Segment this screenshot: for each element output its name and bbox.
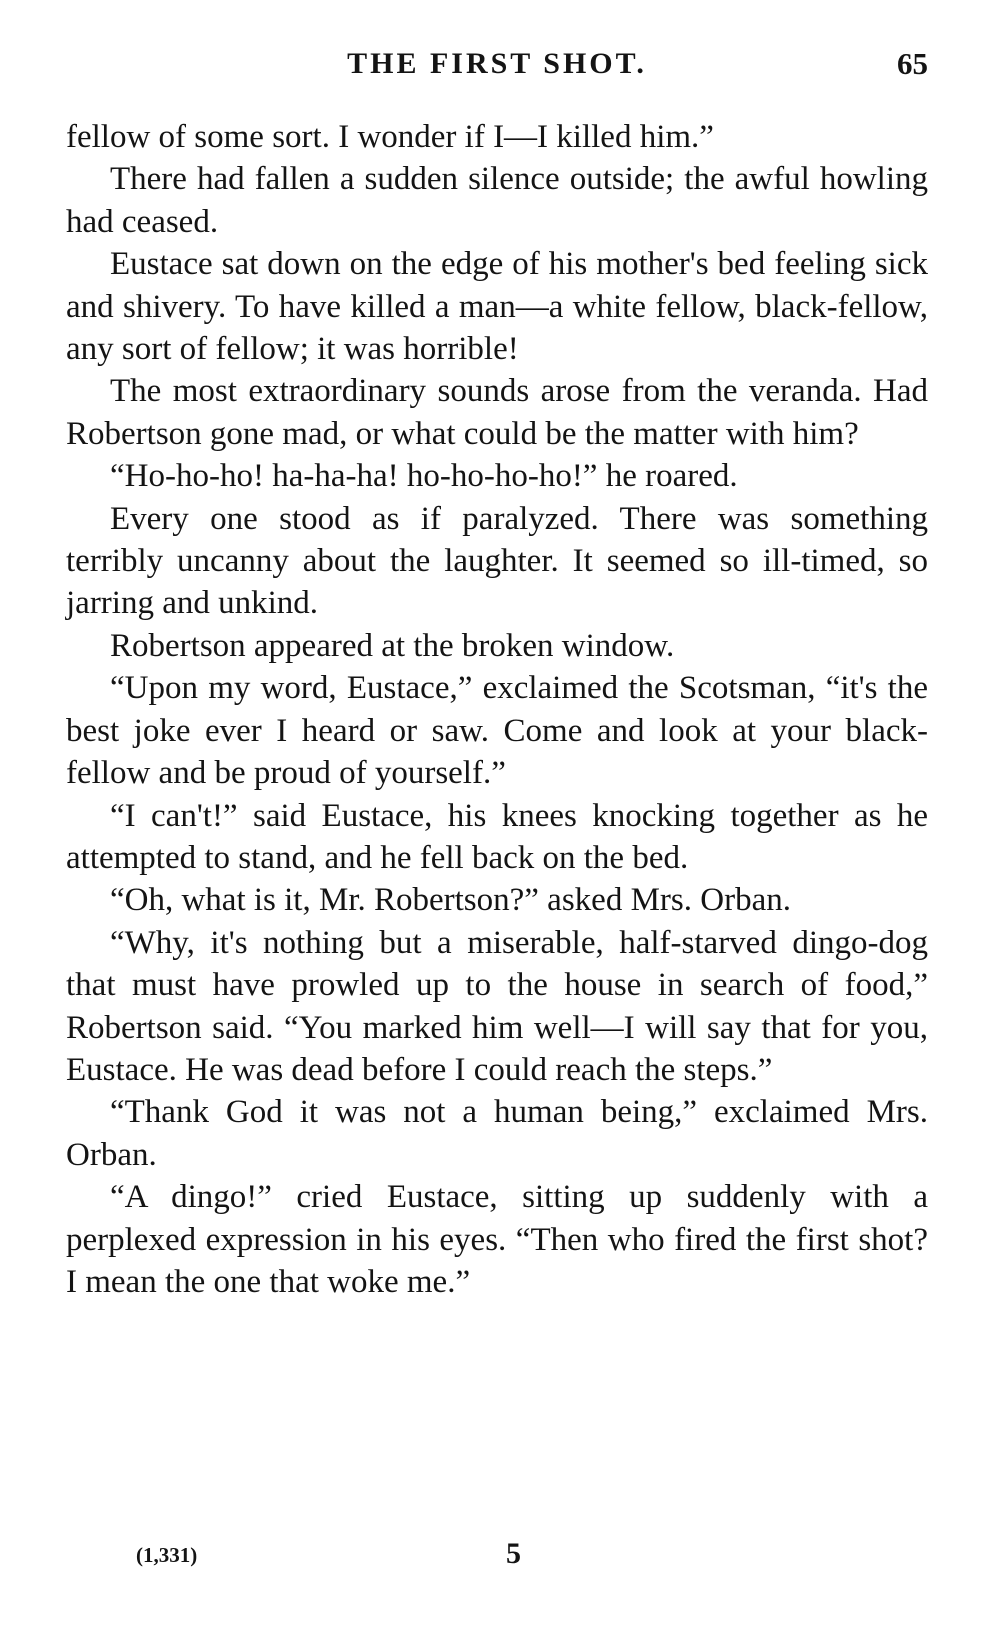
paragraph: “I can't!” said Eustace, his knees knocking together as he attempted to stand, and he fell back on the bed. xyxy=(66,797,928,876)
paragraph: “Thank God it was not a human being,” exclaimed Mrs. Orban. xyxy=(66,1094,928,1173)
printer-signature-mark: (1,331) xyxy=(136,1543,198,1567)
paragraph: “Why, it's nothing but a miserable, half-starved dingo-dog that must have prowled up to the house in search of food,” Robertson said. “You marked him well—I will say that for you, Eustace. He was dead before I could reach the steps.” xyxy=(66,924,928,1088)
paragraph: The most extraordinary sounds arose from the veranda. Had Robertson gone mad, or what could be the matter with him? xyxy=(66,373,928,452)
body-text xyxy=(66,116,928,1303)
page-header xyxy=(66,42,928,86)
paragraph: Every one stood as if paralyzed. There was something terribly uncanny about the laughter. It seemed so ill-timed, so jarring and unkind. xyxy=(66,500,928,622)
running-title: THE FIRST SHOT. xyxy=(347,47,647,80)
paragraph: Eustace sat down on the edge of his mother's bed feeling sick and shivery. To have killed a man—a white fellow, black-fellow, any sort of fellow; it was horrible! xyxy=(66,246,928,368)
signature-number: 5 xyxy=(506,1537,521,1570)
paragraph: “Upon my word, Eustace,” exclaimed the Scotsman, “it's the best joke ever I heard or saw. Come and look at your black-fellow and be proud of yourself.” xyxy=(66,670,928,792)
page-footer xyxy=(66,1534,928,1574)
paragraph: “Ho-ho-ho! ha-ha-ha! ho-ho-ho-ho!” he roared. xyxy=(110,458,738,495)
paragraph: “Oh, what is it, Mr. Robertson?” asked Mrs. Orban. xyxy=(110,882,791,919)
paragraph-continued: fellow of some sort. I wonder if I—I killed him.” xyxy=(66,119,714,155)
page-number: 65 xyxy=(897,46,928,81)
paragraph: There had fallen a sudden silence outside; the awful howling had ceased. xyxy=(66,161,928,240)
paragraph: Robertson appeared at the broken window. xyxy=(110,627,675,664)
paragraph: “A dingo!” cried Eustace, sitting up suddenly with a perplexed expression in his eyes. “Then who fired the first shot? I mean the one that woke me.” xyxy=(66,1179,928,1300)
